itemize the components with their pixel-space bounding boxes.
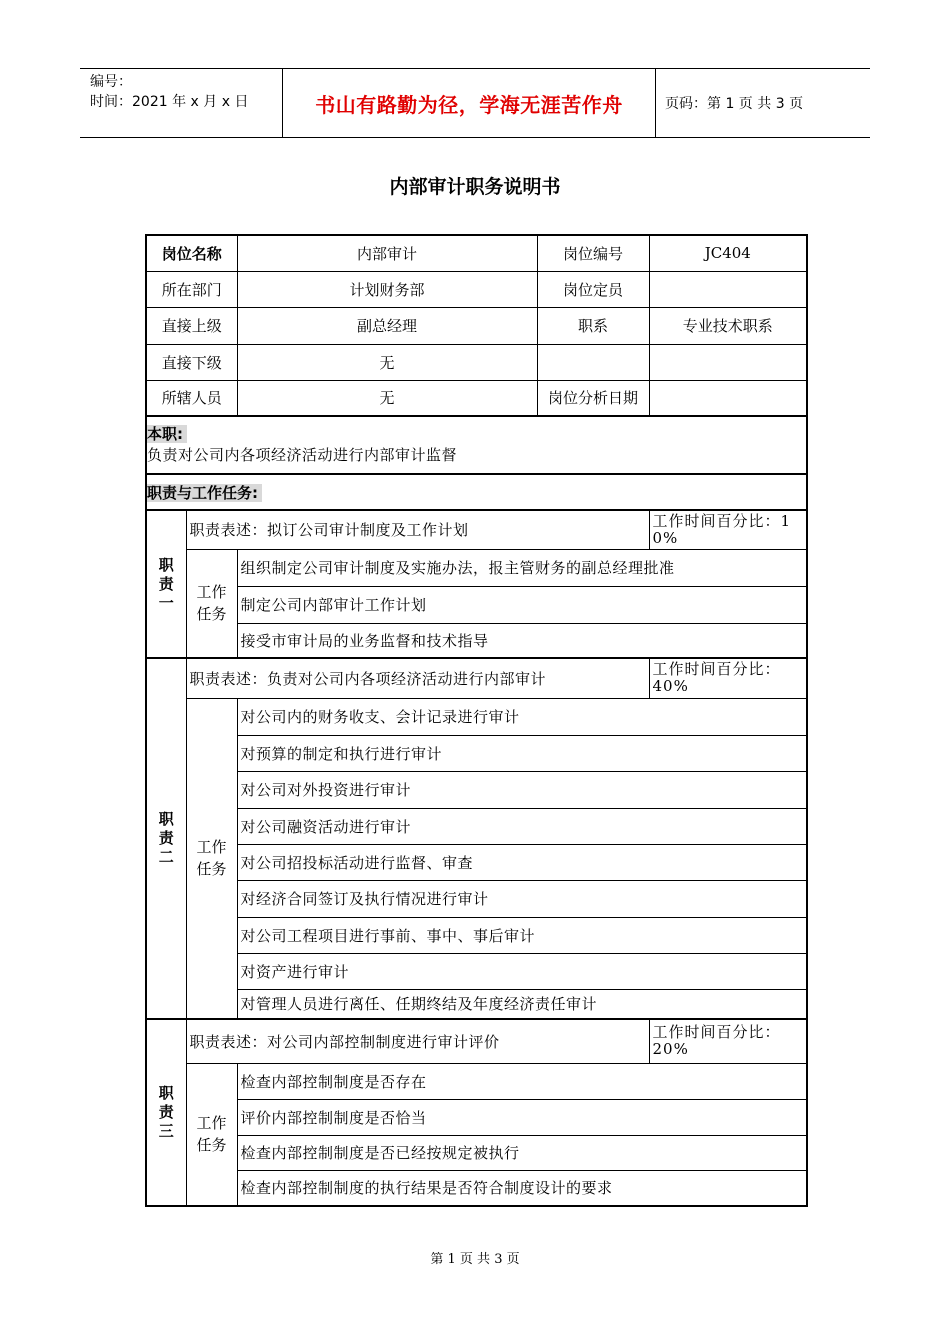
task-row [146,623,807,658]
series-label: 职系 [537,307,649,344]
page-footer: 第 1 页 共 3 页 [430,1252,520,1267]
task-item: 对公司工程项目进行事前、事中、事后审计 [237,917,807,953]
info-row [146,271,807,307]
task-item: 对经济合同签订及执行情况进行审计 [237,880,807,917]
info-row [146,307,807,344]
task-item: 对公司内的财务收支、会计记录进行审计 [237,698,807,735]
task-row [146,808,807,844]
task-row [146,953,807,989]
work-tasks-label: 工作 任务 [186,1063,237,1206]
analysis-date-value [649,380,807,416]
task-item: 评价内部控制制度是否恰当 [237,1099,807,1135]
duty-name: 职 责 二 [146,658,186,1019]
staffing-label: 岗位定员 [537,271,649,307]
task-row [146,549,807,586]
task-item: 对预算的制定和执行进行审计 [237,735,807,771]
duty-desc-row [146,1019,807,1063]
dept-label: 所在部门 [146,271,237,307]
duty-time-percentage-value: 20% [652,1040,689,1059]
post-name-label: 岗位名称 [146,235,237,271]
time-label: 时间：2021 年 x 月 x 日 [90,94,249,110]
duty-desc-row [146,658,807,698]
duties-body [146,510,807,1206]
task-row [146,698,807,735]
info-row [146,380,807,416]
duty-description: 职责表述：对公司内部控制制度进行审计评价 [186,1019,649,1063]
duty-time-percentage [649,510,807,549]
header-motto: 书山有路勤为径，学海无涯苦作舟 [282,69,656,137]
task-row [146,1063,807,1099]
subordinate-value: 无 [237,344,537,380]
task-item: 接受市审计局的业务监督和技术指导 [237,623,807,658]
superior-label: 直接上级 [146,307,237,344]
task-row [146,735,807,771]
duty-time-percentage-value: 0% [652,528,679,547]
duty-label: 本职: [147,425,187,443]
header-page-info: 页码：第 1 页 共 3 页 [665,96,804,112]
analysis-date-label: 岗位分析日期 [537,380,649,416]
duty-time-percentage-value: 40% [652,677,689,696]
duty-desc-row [146,510,807,549]
task-row [146,880,807,917]
task-item: 对公司招投标活动进行监督、审查 [237,844,807,880]
managed-label: 所辖人员 [146,380,237,416]
task-row [146,844,807,880]
page-header [80,68,870,138]
duties-section-row [146,474,807,510]
task-row [146,989,807,1019]
task-row [146,1135,807,1170]
staffing-value [649,271,807,307]
duty-time-percentage-label: 工作时间百分比： [652,1023,781,1042]
duty-description: 职责表述：拟订公司审计制度及工作计划 [186,510,649,549]
duty-summary-row [146,416,807,474]
duty-description: 职责表述：负责对公司内各项经济活动进行内部审计 [186,658,649,698]
task-item: 检查内部控制制度的执行结果是否符合制度设计的要求 [237,1170,807,1206]
work-tasks-label: 工作 任务 [186,549,237,658]
duty-time-percentage [649,658,807,698]
task-item: 对公司融资活动进行审计 [237,808,807,844]
task-row [146,771,807,808]
duty-time-percentage [649,1019,807,1063]
task-item: 对资产进行审计 [237,953,807,989]
superior-value: 副总经理 [237,307,537,344]
work-tasks-label: 工作 任务 [186,698,237,1019]
task-row [146,917,807,953]
post-code-label: 岗位编号 [537,235,649,271]
document-title: 内部审计职务说明书 [389,176,561,198]
task-item: 制定公司内部审计工作计划 [237,586,807,623]
post-code-value: JC404 [649,235,807,271]
subordinate-label: 直接下级 [146,344,237,380]
task-item: 对管理人员进行离任、任期终结及年度经济责任审计 [237,989,807,1019]
duty-name: 职 责 三 [146,1019,186,1206]
task-item: 组织制定公司审计制度及实施办法，报主管财务的副总经理批准 [237,549,807,586]
duty-time-percentage-label: 工作时间百分比： [652,660,781,679]
info-row [146,344,807,380]
dept-value: 计划财务部 [237,271,537,307]
duty-name: 职 责 一 [146,510,186,658]
duties-section-label: 职责与工作任务: [147,484,262,502]
job-description-table [145,234,808,1207]
task-item: 检查内部控制制度是否存在 [237,1063,807,1099]
task-item: 对公司对外投资进行审计 [237,771,807,808]
number-label: 编号： [90,74,132,90]
duty-text: 负责对公司内各项经济活动进行内部审计监督 [147,446,458,464]
info-row [146,235,807,271]
duty-time-percentage-label: 工作时间百分比：1 [652,511,792,530]
post-name-value: 内部审计 [237,235,537,271]
managed-value: 无 [237,380,537,416]
task-row [146,586,807,623]
task-row [146,1170,807,1206]
task-item: 检查内部控制制度是否已经按规定被执行 [237,1135,807,1170]
header-meta [80,69,282,137]
task-row [146,1099,807,1135]
series-value: 专业技术职系 [649,307,807,344]
